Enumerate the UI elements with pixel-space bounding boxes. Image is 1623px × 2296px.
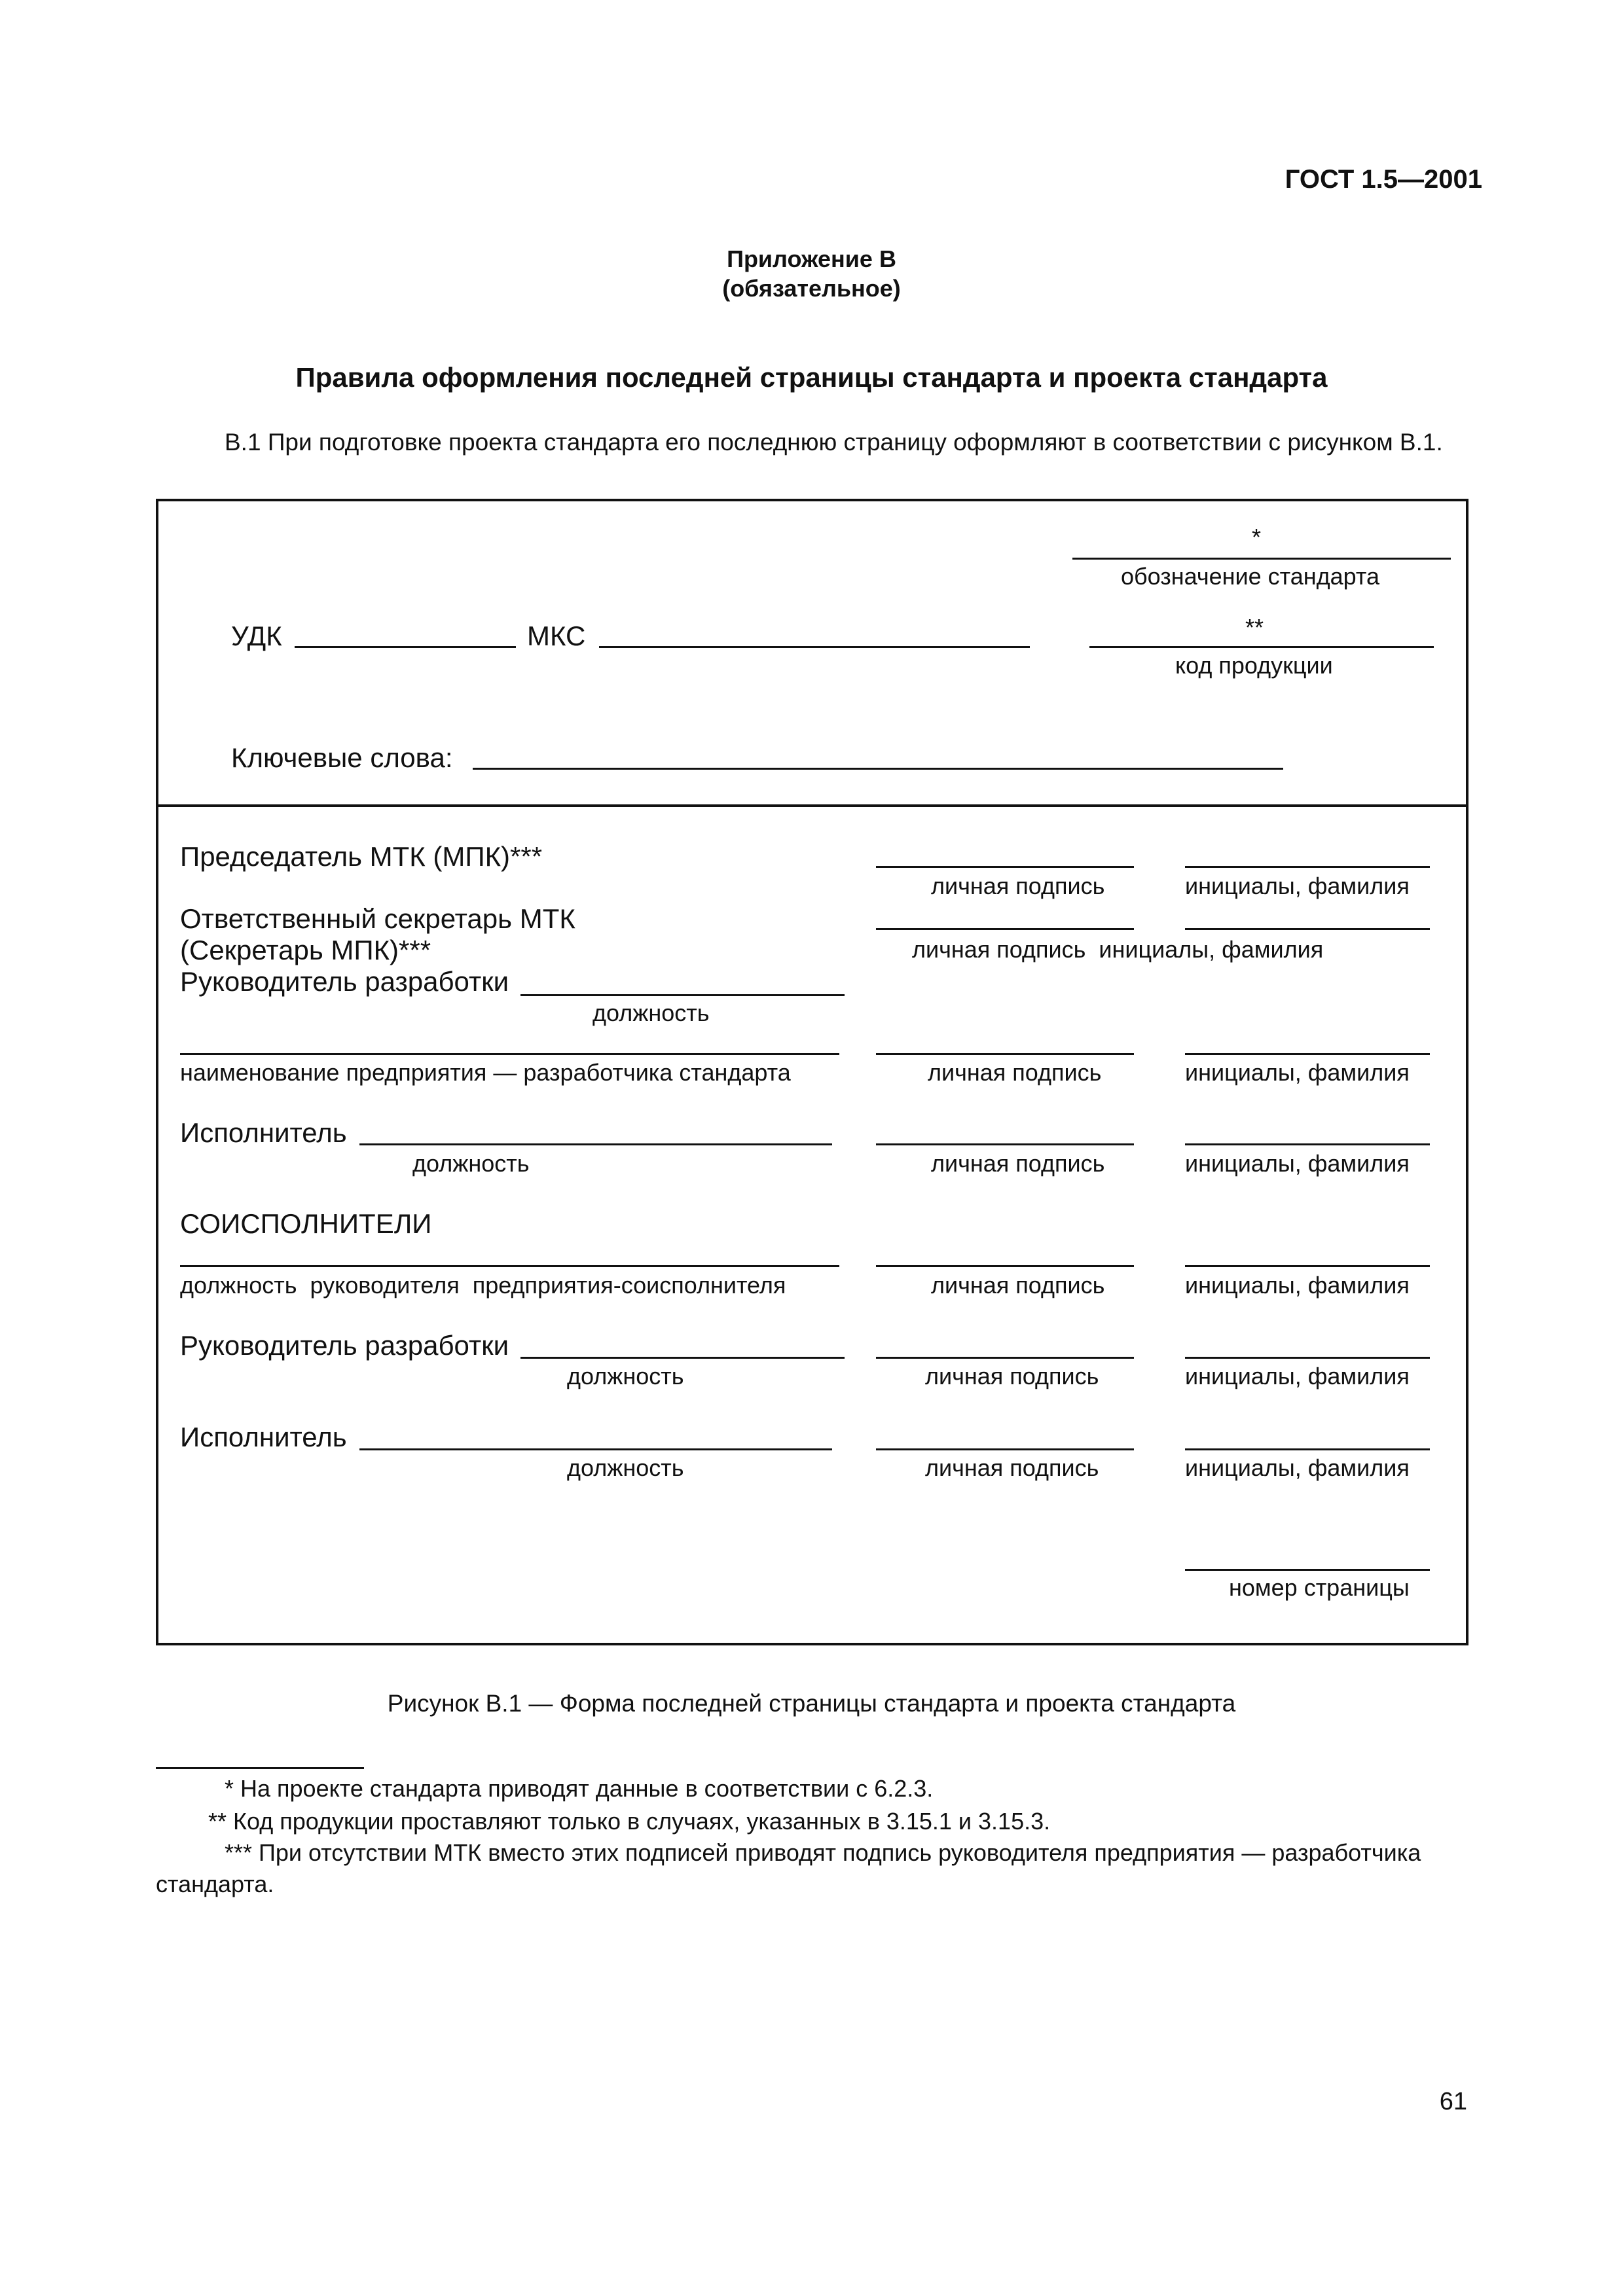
page-number-line [1185,1569,1430,1571]
coexec-dev-head-position-line [520,1357,845,1359]
executor-signature-line [876,1143,1134,1145]
coexec-executor-initials-caption: инициалы, фамилия [1185,1454,1410,1481]
org-initials-caption: инициалы, фамилия [1185,1059,1410,1086]
executor-position-line [359,1143,832,1145]
udk-line [295,646,516,648]
coexec-signature-line [876,1265,1134,1267]
coexec-dev-head-label: Руководитель разработки [180,1330,509,1361]
chairman-signature-caption: личная подпись [931,872,1105,899]
coexec-dev-head-signature-line [876,1357,1134,1359]
chairman-signature-line [876,866,1134,868]
coexec-executor-signature-caption: личная подпись [925,1454,1099,1481]
secretary-signature-line [876,928,1134,930]
coexec-executor-label: Исполнитель [180,1422,347,1452]
coexec-signature-caption: личная подпись [931,1272,1105,1299]
udk-label: УДК [231,620,282,651]
coexec-initials-caption: инициалы, фамилия [1185,1272,1410,1299]
executor-position-caption: должность [412,1150,530,1177]
footnote-separator [156,1767,364,1769]
footnote-3-line-2: стандарта. [156,1871,274,1897]
coexec-initials-line [1185,1265,1430,1267]
coexec-dev-head-signature-caption: личная подпись [925,1363,1099,1390]
mks-line [599,646,1030,648]
document-code: ГОСТ 1.5—2001 [1285,165,1482,194]
dev-head-position-line [520,994,845,996]
footnote-1: * На проекте стандарта приводят данные в соответствии с 6.2.3. [225,1775,934,1802]
mks-label: МКС [527,620,586,651]
appendix-status: (обязательное) [722,275,901,302]
org-name-line [180,1053,839,1055]
dev-head-label: Руководитель разработки [180,966,509,997]
executor-signature-caption: личная подпись [931,1150,1105,1177]
page-number: 61 [1439,2088,1467,2115]
coexec-position-line [180,1265,839,1267]
org-signature-caption: личная подпись [928,1059,1102,1086]
keywords-line [473,768,1283,770]
product-code-line [1089,646,1434,648]
designation-line [1072,558,1451,560]
chairman-label: Председатель МТК (МПК)*** [180,841,543,872]
coexec-executor-position-line [359,1448,832,1450]
intro-paragraph: В.1 При подготовке проекта стандарта его последнюю страницу оформляют в соответствии с рисунком В.1. [225,429,1443,456]
secretary-label-2: (Секретарь МПК)*** [180,935,431,965]
coexec-dev-head-position-caption: должность [567,1363,684,1390]
form-divider [156,804,1468,807]
coexecutors-heading: СОИСПОЛНИТЕЛИ [180,1208,432,1239]
coexec-executor-signature-line [876,1448,1134,1450]
chairman-initials-line [1185,866,1430,868]
org-initials-line [1185,1053,1430,1055]
org-signature-line [876,1053,1134,1055]
chairman-initials-caption: инициалы, фамилия [1185,872,1410,899]
page-number-caption: номер страницы [1229,1574,1410,1601]
secretary-caption: личная подпись инициалы, фамилия [912,936,1324,963]
footnote-2: ** Код продукции проставляют только в случаях, указанных в 3.15.1 и 3.15.3. [208,1808,1051,1835]
figure-caption: Рисунок В.1 — Форма последней страницы стандарта и проекта стандарта [387,1690,1236,1717]
product-code-asterisks: ** [1245,614,1264,641]
appendix-title: Приложение В [727,245,896,272]
coexec-executor-position-caption: должность [567,1454,684,1481]
coexec-dev-head-initials-caption: инициалы, фамилия [1185,1363,1410,1390]
designation-label: обозначение стандарта [1121,563,1380,590]
coexec-executor-initials-line [1185,1448,1430,1450]
product-code-label: код продукции [1175,652,1333,679]
secretary-label-1: Ответственный секретарь МТК [180,903,575,934]
footnote-3-line-1: *** При отсутствии МТК вместо этих подписей приводят подпись руководителя предприятия — разработчика [225,1839,1421,1866]
executor-initials-caption: инициалы, фамилия [1185,1150,1410,1177]
designation-asterisk: * [1252,524,1262,550]
section-title: Правила оформления последней страницы стандарта и проекта стандарта [295,362,1328,393]
executor-label: Исполнитель [180,1117,347,1148]
secretary-initials-line [1185,928,1430,930]
coexec-position-caption: должность руководителя предприятия-соисполнителя [180,1272,786,1299]
keywords-label: Ключевые слова: [231,742,453,773]
org-name-caption: наименование предприятия — разработчика стандарта [180,1059,791,1086]
executor-initials-line [1185,1143,1430,1145]
coexec-dev-head-initials-line [1185,1357,1430,1359]
dev-head-position-caption: должность [593,999,710,1026]
